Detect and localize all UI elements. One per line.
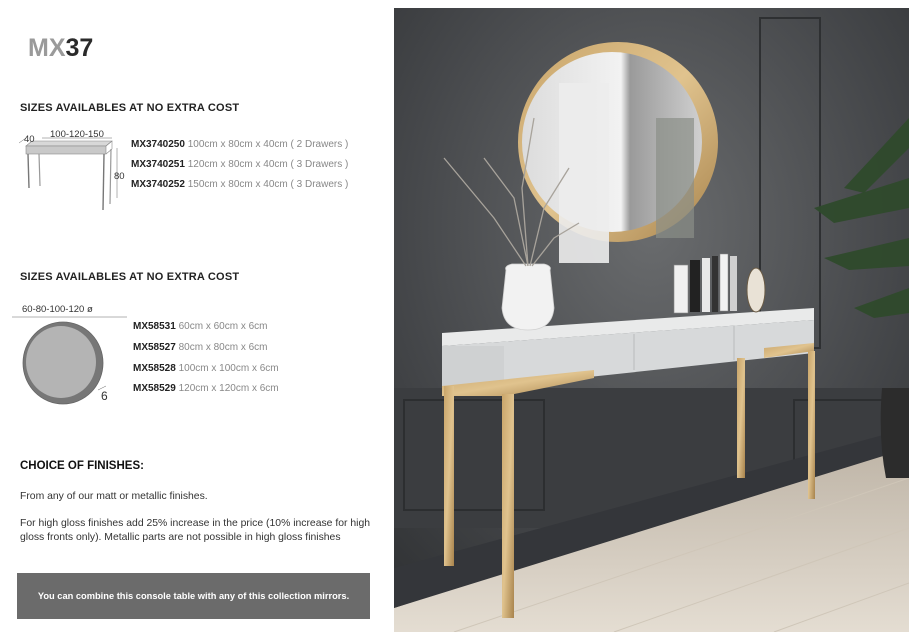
console-sizes-heading: SIZES AVAILABLES AT NO EXTRA COST (20, 102, 240, 114)
product-spec: 80cm x 80cm x 6cm (178, 342, 268, 353)
product-spec: 100cm x 100cm x 6cm (178, 363, 279, 374)
combine-mirrors-banner (17, 573, 370, 619)
product-code: MX3740252 (131, 179, 185, 190)
console-mirror-scene (394, 8, 909, 632)
product-spec: 60cm x 60cm x 6cm (178, 321, 268, 332)
product-code: MX3740250 (131, 139, 185, 150)
product-photo (394, 8, 909, 632)
product-code: MX58528 (133, 363, 176, 374)
mirror-diameter-label: 60-80-100-120 ø (22, 304, 93, 315)
product-code: MX3740251 (131, 159, 185, 170)
title-prefix: MX (28, 34, 66, 62)
console-size-row (131, 139, 348, 150)
mirror-size-row (133, 321, 268, 332)
product-code: MX58529 (133, 383, 176, 394)
banner-text: You can combine this console table with any of this collection mirrors. (37, 591, 350, 601)
page-title (28, 34, 93, 63)
mirror-depth-label: 6 (101, 389, 108, 403)
console-height-label: 80 (114, 171, 125, 182)
product-code: MX58531 (133, 321, 176, 332)
finishes-heading: CHOICE OF FINISHES: (20, 460, 144, 472)
mirror-size-row (133, 342, 268, 353)
console-size-row (131, 179, 348, 190)
console-size-row (131, 159, 348, 170)
product-spec: 120cm x 80cm x 40cm ( 3 Drawers ) (187, 159, 349, 170)
console-depth-label: 40 (24, 134, 35, 145)
console-width-label: 100-120-150 (50, 129, 104, 140)
mirror-dimension-drawing (10, 312, 130, 408)
product-spec: 100cm x 80cm x 40cm ( 2 Drawers ) (187, 139, 349, 150)
mirror-size-row (133, 383, 279, 394)
mirror-size-row (133, 363, 279, 374)
product-spec: 150cm x 80cm x 40cm ( 3 Drawers ) (187, 179, 349, 190)
product-spec: 120cm x 120cm x 6cm (178, 383, 279, 394)
mirror-sizes-heading: SIZES AVAILABLES AT NO EXTRA COST (20, 271, 240, 283)
product-code: MX58527 (133, 342, 176, 353)
finishes-gloss-text: For high gloss finishes add 25% increase in the price (10% increase for high gloss fronts only). Metallic parts are not possible in high gloss finishes (20, 518, 371, 543)
finishes-text: From any of our matt or metallic finishes. (20, 491, 208, 502)
title-number: 37 (65, 34, 94, 62)
